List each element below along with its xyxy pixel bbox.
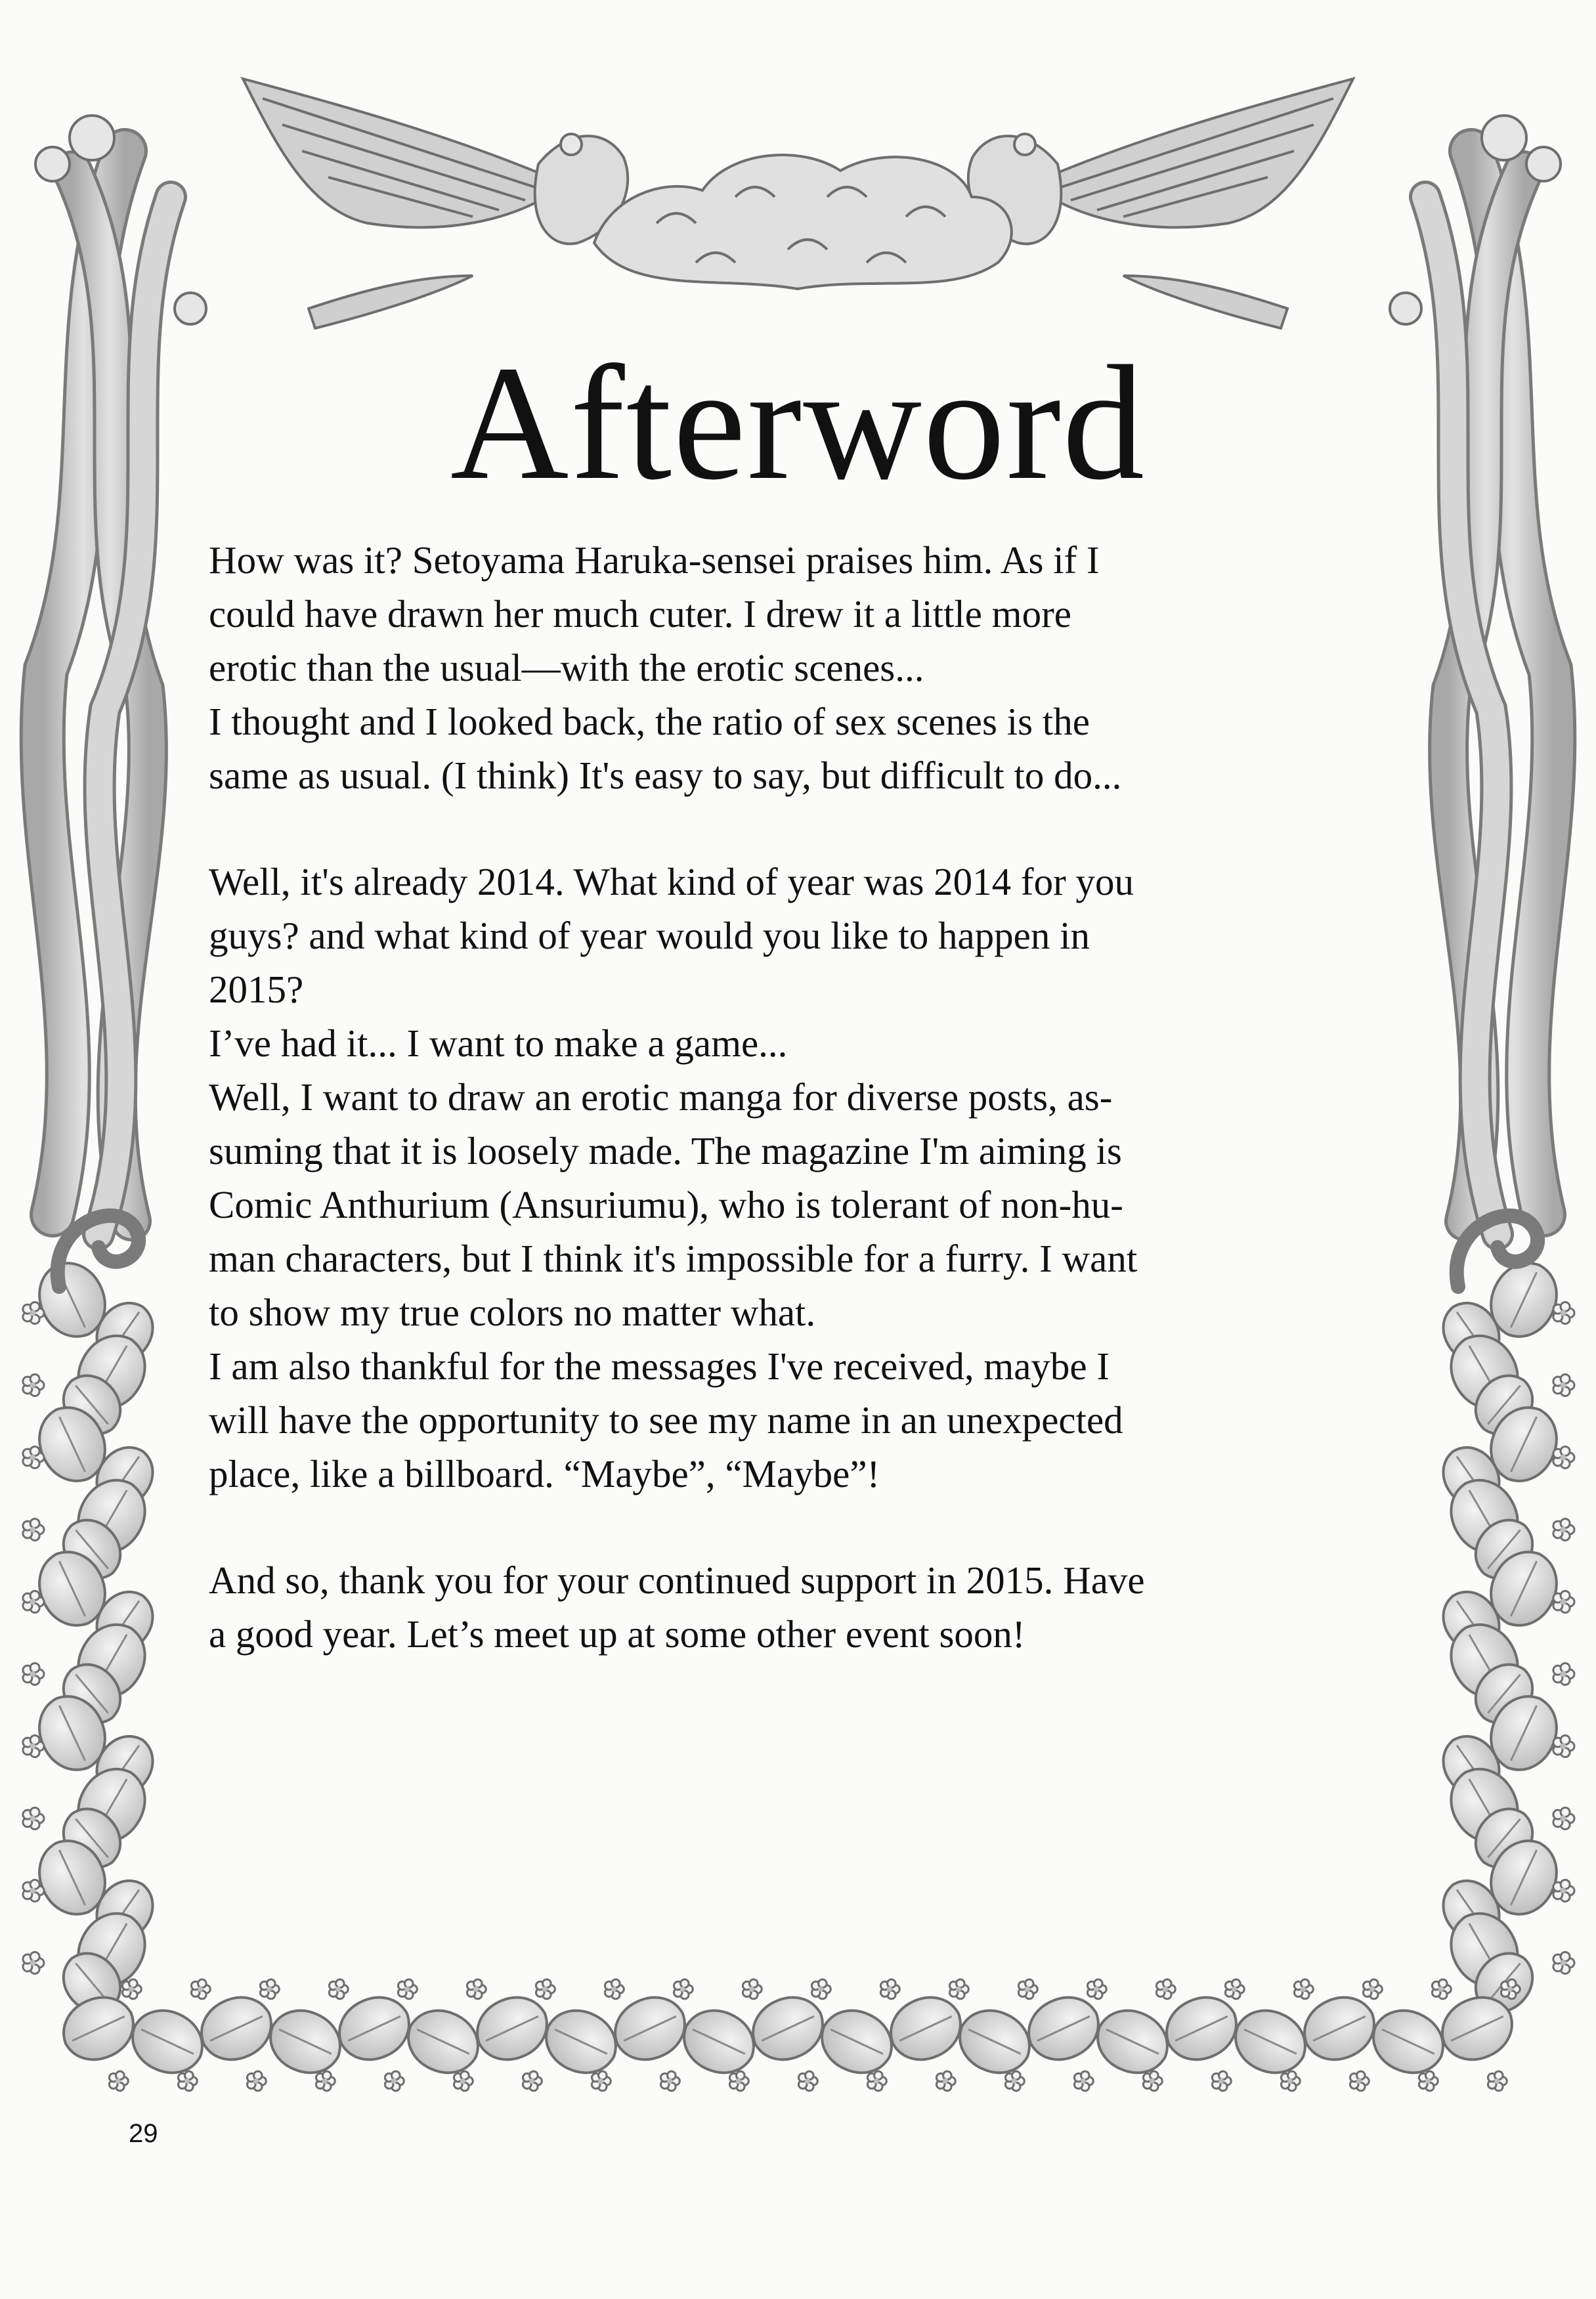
text-line: a good year. Let’s meet up at some other event soon!	[209, 1612, 1025, 1656]
phoenix-right-icon	[968, 79, 1353, 328]
body-text	[209, 533, 1351, 1713]
text-line: Comic Anthurium (Ansuriumu), who is tolerant of non-hu-	[209, 1183, 1123, 1226]
paragraph	[209, 1553, 1351, 1661]
paragraph	[209, 533, 1351, 802]
leaf-icon	[28, 1252, 164, 2023]
leaf-icon	[53, 1987, 1522, 2084]
text-line: suming that it is loosely made. The magazine I'm aiming is	[209, 1129, 1122, 1172]
text-line: I’ve had it... I want to make a game...	[209, 1021, 788, 1065]
text-line: could have drawn her much cuter. I drew it a little more	[209, 592, 1071, 635]
text-line: erotic than the usual—with the erotic scenes...	[209, 646, 924, 689]
text-line: same as usual. (I think) It's easy to say, but difficult to do...	[209, 754, 1122, 797]
text-line: I am also thankful for the messages I've received, maybe I	[209, 1344, 1110, 1388]
text-line: Well, it's already 2014. What kind of year was 2014 for you	[209, 860, 1134, 903]
text-line: guys? and what kind of year would you like to happen in	[209, 914, 1090, 957]
page-number: 29	[129, 2119, 158, 2148]
phoenix-left-icon	[243, 79, 628, 328]
cloud-crest-icon	[594, 155, 1012, 289]
paragraph	[209, 855, 1351, 1501]
text-line: And so, thank you for your continued support in 2015. Have	[209, 1558, 1145, 1602]
text-line: to show my true colors no matter what.	[209, 1291, 816, 1334]
text-line: 2015?	[209, 968, 304, 1011]
text-line: How was it? Setoyama Haruka-sensei praises him. As if I	[209, 538, 1100, 582]
text-line: I thought and I looked back, the ratio of sex scenes is the	[209, 700, 1090, 743]
leaf-icon	[1432, 1252, 1568, 2023]
page-title: Afterword	[450, 332, 1146, 514]
vine-icon	[1425, 151, 1553, 1234]
vine-icon	[43, 151, 171, 1234]
text-line: man characters, but I think it's impossible for a furry. I want	[209, 1237, 1138, 1280]
text-line: will have the opportunity to see my name in an unexpected	[209, 1398, 1123, 1442]
text-line: place, like a billboard. “Maybe”, “Maybe”!	[209, 1452, 880, 1495]
text-line: Well, I want to draw an erotic manga for diverse posts, as-	[209, 1075, 1113, 1119]
